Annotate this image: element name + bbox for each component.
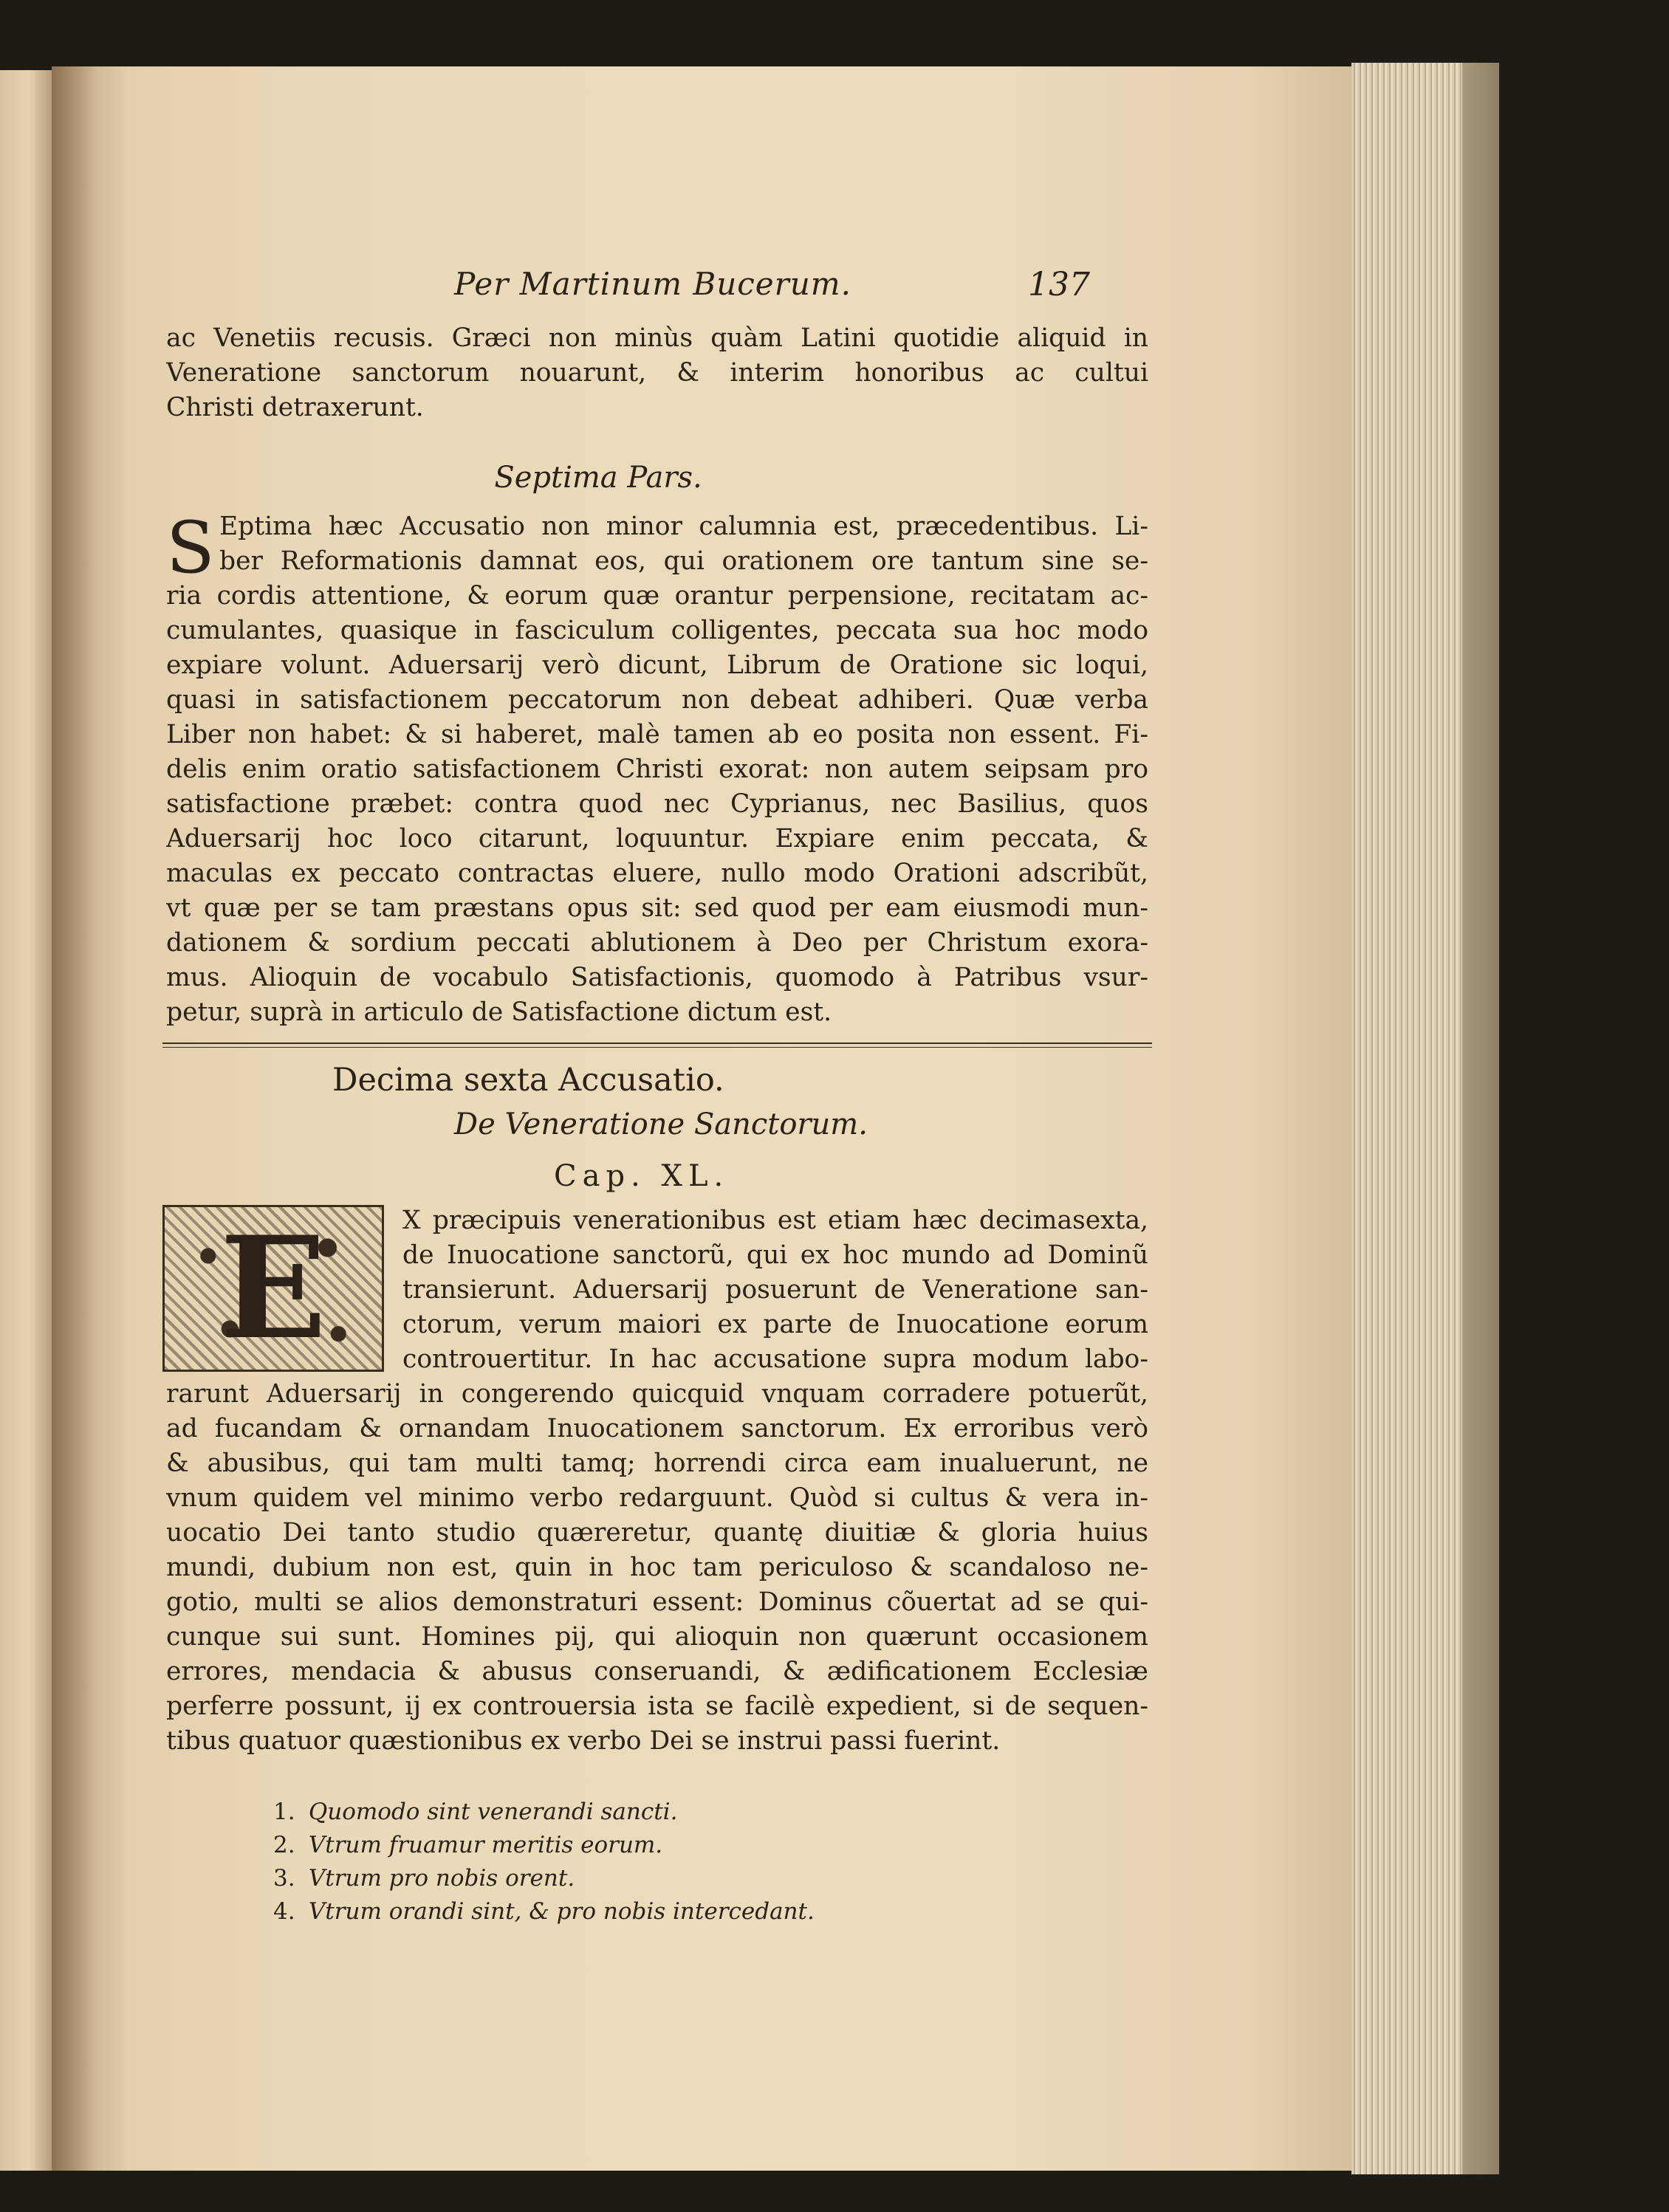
initial-letter: E (219, 1206, 327, 1370)
text-line: expiare volunt. Aduersarij verò dicunt, Librum de Oratione sic loqui, (166, 650, 1148, 680)
text-line: quasi in satisfactionem peccatorum non debeat adhiberi. Quæ verba (166, 685, 1148, 715)
chapter-number: Cap. XL. (554, 1159, 730, 1193)
list-text: Vtrum orandi sint, & pro nobis intercedant. (308, 1898, 815, 1925)
list-text: Vtrum fruamur meritis eorum. (308, 1832, 663, 1858)
list-number: 1. (273, 1799, 295, 1825)
chapter-paragraph (166, 1203, 1148, 1759)
list-item (273, 1862, 815, 1895)
text-line: satisfactione præbet: contra quod nec Cyprianus, nec Basilius, quos (166, 789, 1148, 819)
text-line: maculas ex peccato contractas eluere, nullo modo Orationi adscribũt, (166, 859, 1148, 888)
book-edge-shadow (1462, 63, 1499, 2174)
text-line: delis enim oratio satisfactionem Christi exorat: non autem seipsam pro (166, 755, 1148, 784)
section-paragraph (166, 506, 1148, 1030)
text-line: ad fucandam & ornandam Inuocationem sanctorum. Ex erroribus verò (166, 1414, 1148, 1443)
text-line: Liber non habet: & si haberet, malè tamen ab eo posita non essent. Fi- (166, 720, 1148, 749)
text-line: controuertitur. In hac accusatione supra modum labo- (402, 1344, 1148, 1374)
list-item (273, 1796, 815, 1829)
page-header (52, 266, 1351, 310)
running-head: Per Martinum Bucerum. (454, 266, 851, 302)
list-item (273, 1895, 815, 1928)
text-line: Veneratione sanctorum nouarunt, & interim honoribus ac cultui (166, 358, 1148, 388)
chapter-subtitle: De Veneratione Sanctorum. (454, 1107, 868, 1141)
list-item (273, 1829, 815, 1862)
text-line: X præcipuis venerationibus est etiam hæc decimasexta, (402, 1206, 1148, 1235)
text-line: de Inuocatione sanctorũ, qui ex hoc mundo ad Dominũ (402, 1240, 1148, 1270)
text-line: Aduersarij hoc loco citarunt, loquuntur. Expiare enim peccata, & (166, 824, 1148, 853)
text-line: Christi detraxerunt. (166, 393, 424, 422)
facing-page-edge (0, 70, 52, 2171)
text-line: cunque sui sunt. Homines pij, qui alioquin non quærunt occasionem (166, 1622, 1148, 1652)
text-line: transierunt. Aduersarij posuerunt de Veneratione san- (402, 1275, 1148, 1305)
book-page (52, 66, 1351, 2171)
list-number: 4. (273, 1898, 295, 1925)
text-line: cumulantes, quasique in fasciculum colligentes, peccata sua hoc modo (166, 616, 1148, 645)
text-line: ber Reformationis damnat eos, qui orationem ore tantum sine se- (219, 546, 1148, 576)
list-number: 3. (273, 1865, 295, 1892)
text-line: errores, mendacia & abusus conseruandi, & ædificationem Ecclesiæ (166, 1657, 1148, 1686)
text-line: Eptima hæc Accusatio non minor calumnia est, præcedentibus. Li- (219, 512, 1148, 541)
question-list (273, 1796, 815, 1928)
list-text: Vtrum pro nobis orent. (308, 1865, 575, 1892)
text-line: petur, suprà in articulo de Satisfactione dictum est. (166, 997, 832, 1027)
continuation-paragraph (166, 321, 1148, 425)
text-line: ac Venetiis recusis. Græci non minùs quàm Latini quotidie aliquid in (166, 323, 1148, 353)
page-number: 137 (1028, 266, 1090, 303)
text-line: ctorum, verum maiori ex parte de Inuocatione eorum (402, 1310, 1148, 1339)
text-line: & abusibus, qui tam multi tamq; horrendi circa eam inualuerunt, ne (166, 1449, 1148, 1478)
text-line: ria cordis attentione, & eorum quæ orantur perpensione, recitatam ac- (166, 581, 1148, 611)
drop-cap-s: S (166, 506, 215, 589)
text-line: vnum quidem vel minimo verbo redarguunt. Quòd si cultus & vera in- (166, 1483, 1148, 1513)
text-line: uocatio Dei tanto studio quæreretur, quantę diuitiæ & gloria huius (166, 1518, 1148, 1548)
text-line: vt quæ per se tam præstans opus sit: sed quod per eam eiusmodi mun- (166, 893, 1148, 923)
text-line: mus. Alioquin de vocabulo Satisfactionis, quomodo à Patribus vsur- (166, 963, 1148, 992)
page-block-edge (1351, 63, 1462, 2174)
text-line: mundi, dubium non est, quin in hoc tam periculoso & scandaloso ne- (166, 1553, 1148, 1582)
text-line: tibus quatuor quæstionibus ex verbo Dei se instrui passi fuerint. (166, 1726, 1001, 1756)
list-number: 2. (273, 1832, 295, 1858)
text-line: rarunt Aduersarij in congerendo quicquid vnquam corradere potuerũt, (166, 1379, 1148, 1409)
text-line: gotio, multi se alios demonstraturi essent: Dominus cõuertat ad se qui- (166, 1587, 1148, 1617)
chapter-title: Decima sexta Accusatio. (332, 1062, 724, 1099)
text-line: dationem & sordium peccati ablutionem à Deo per Christum exora- (166, 928, 1148, 958)
section-divider (162, 1043, 1152, 1048)
section-heading: Septima Pars. (494, 461, 702, 495)
list-text: Quomodo sint venerandi sancti. (308, 1799, 678, 1825)
text-line: perferre possunt, ij ex controuersia ista se facilè expedient, si de sequen- (166, 1691, 1148, 1721)
